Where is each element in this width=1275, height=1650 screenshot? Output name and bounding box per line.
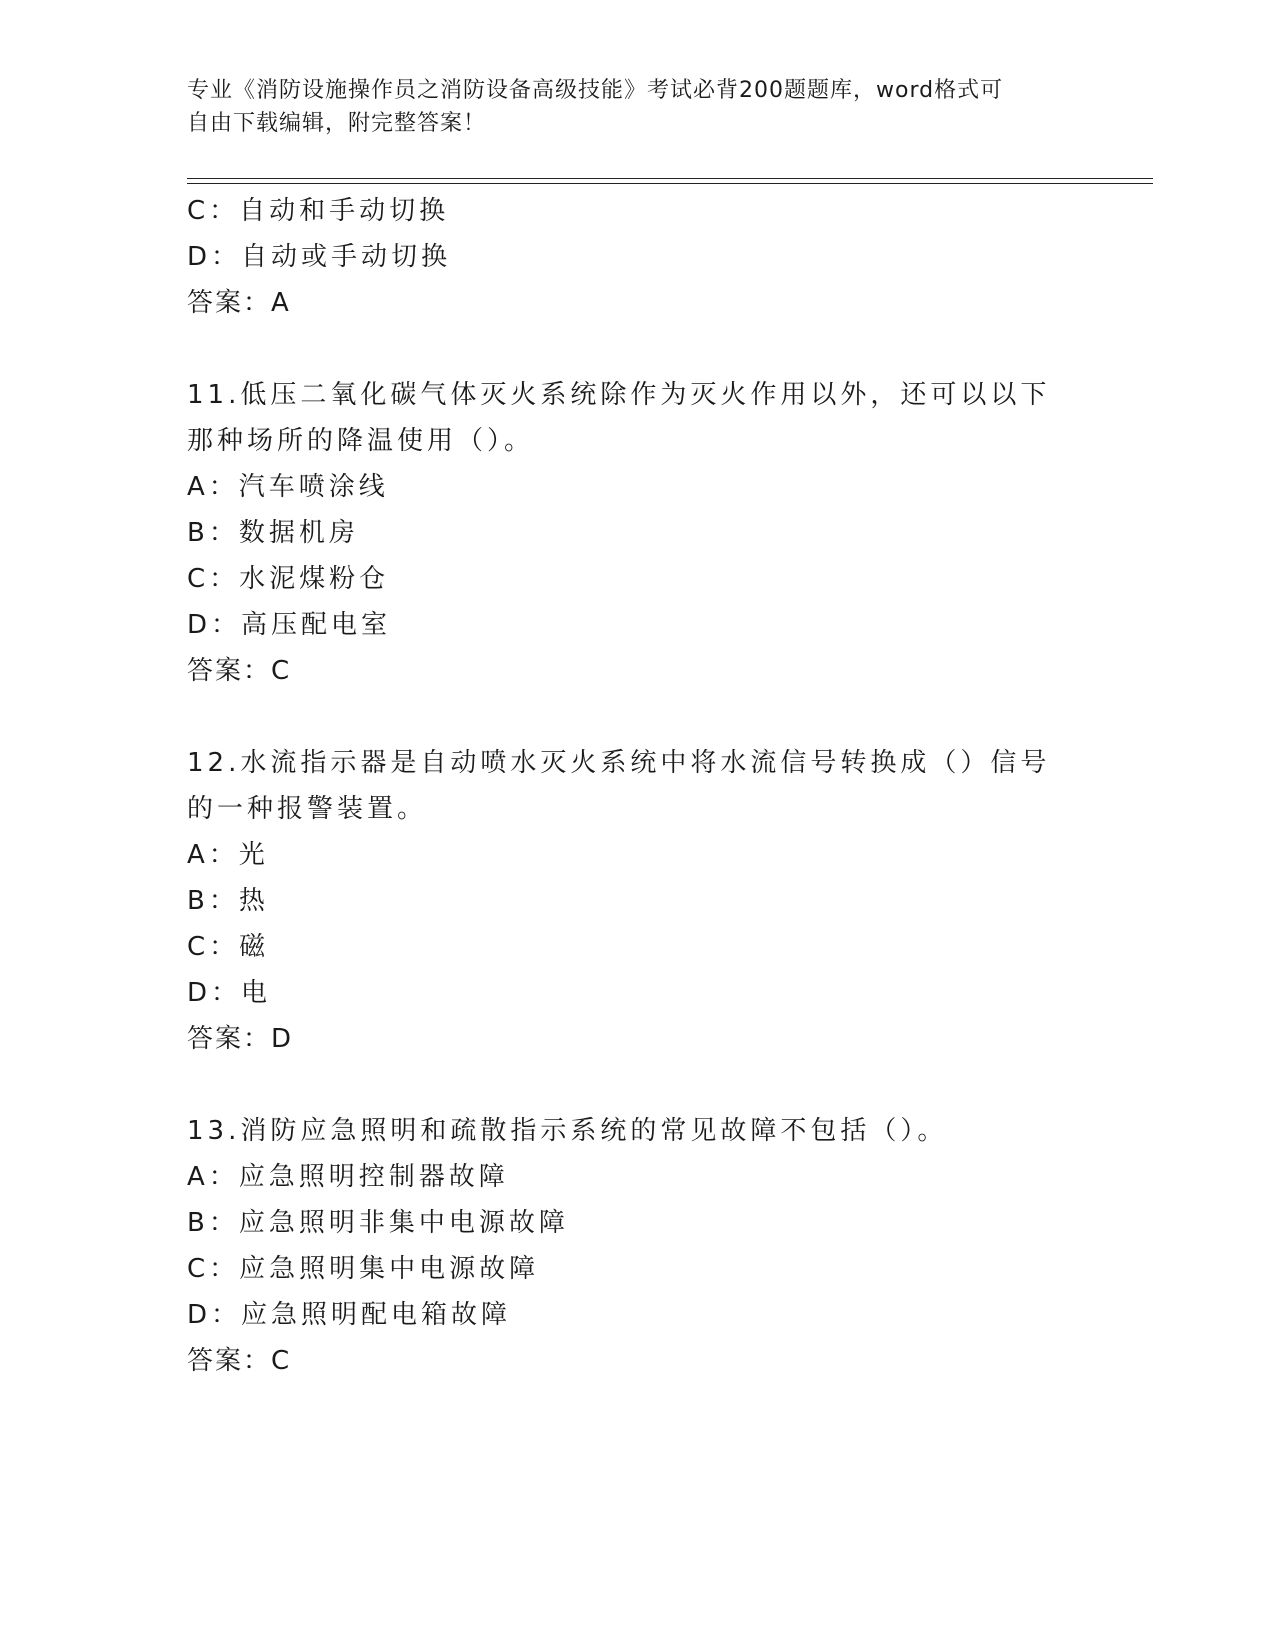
page-header bbox=[187, 74, 1067, 140]
option-a: A：应急照明控制器故障 bbox=[187, 1162, 509, 1192]
answer-line: 答案：C bbox=[187, 656, 292, 686]
option-c: C：应急照明集中电源故障 bbox=[187, 1254, 540, 1284]
question-stem: 12.水流指示器是自动喷水灭火系统中将水流信号转换成（）信号的一种报警装置。 bbox=[187, 748, 1051, 824]
question-13 bbox=[187, 1108, 1087, 1384]
option-a: A：汽车喷涂线 bbox=[187, 472, 389, 502]
question-11 bbox=[187, 372, 1087, 694]
question-12 bbox=[187, 740, 1087, 1062]
question-content bbox=[187, 188, 1087, 1384]
option-b: B：应急照明非集中电源故障 bbox=[187, 1208, 569, 1238]
header-line-1: 专业《消防设施操作员之消防设备高级技能》考试必背200题题库，word格式可 bbox=[187, 78, 1004, 103]
option-d: D：电 bbox=[187, 978, 272, 1008]
option-d: D：自动或手动切换 bbox=[187, 242, 452, 272]
option-c: C：自动和手动切换 bbox=[187, 196, 450, 226]
option-b: B：热 bbox=[187, 886, 269, 916]
answer-line: 答案：A bbox=[187, 288, 291, 318]
question-stem: 11.低压二氧化碳气体灭火系统除作为灭火作用以外，还可以以下那种场所的降温使用（）。 bbox=[187, 380, 1051, 456]
header-divider-bottom bbox=[187, 183, 1153, 184]
option-d: D：高压配电室 bbox=[187, 610, 392, 640]
answer-line: 答案：C bbox=[187, 1346, 292, 1376]
answer-line: 答案：D bbox=[187, 1024, 294, 1054]
header-divider-top bbox=[187, 178, 1153, 179]
previous-question-tail bbox=[187, 188, 1087, 326]
option-a: A：光 bbox=[187, 840, 269, 870]
option-c: C：水泥煤粉仓 bbox=[187, 564, 390, 594]
option-c: C：磁 bbox=[187, 932, 270, 962]
option-d: D：应急照明配电箱故障 bbox=[187, 1300, 512, 1330]
option-b: B：数据机房 bbox=[187, 518, 359, 548]
header-line-2: 自由下载编辑，附完整答案！ bbox=[187, 111, 487, 136]
question-stem: 13.消防应急照明和疏散指示系统的常见故障不包括（）。 bbox=[187, 1116, 948, 1146]
